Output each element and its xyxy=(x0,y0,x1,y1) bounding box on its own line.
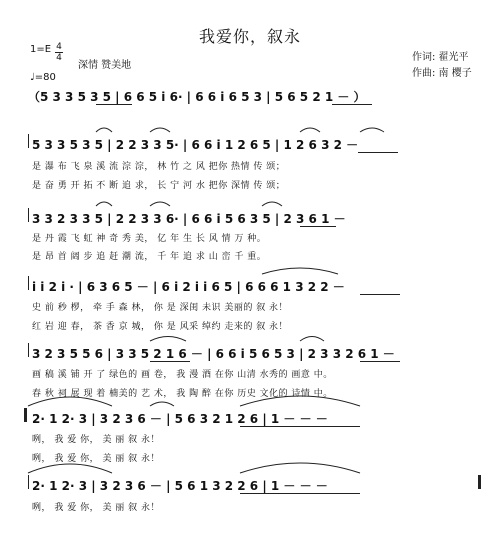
score-row-5-lyrics-1: 画 稿 溪 铺 开 了 绿色的 画 卷， 我 漫 酒 在你 山清 水秀的 画意 中。 xyxy=(32,370,333,380)
slur xyxy=(262,202,282,206)
score-row-7-lyrics-1: 咧， 我 爱 你， 美 丽 叙 永！ xyxy=(32,503,161,513)
tempo-mark: ♩=80 xyxy=(30,72,56,83)
slur xyxy=(150,128,170,132)
key-prefix: 1= xyxy=(30,44,45,55)
slur xyxy=(360,128,384,132)
score-row-2-lyrics-2: 是 奋 勇 开 拓 不 断 追 求， 长 宁 河 水 把你 深情 传 颂； xyxy=(32,181,286,191)
barline xyxy=(28,343,29,357)
final-barline xyxy=(478,475,481,489)
score-row-1-notes: （5 3 3 5 3 5 | 6 6 5 i 6· | 6 6 i 6 5 3 | 5 6 5 2 1 － ） xyxy=(28,90,366,104)
beam xyxy=(240,426,360,427)
slur xyxy=(300,337,324,342)
beam xyxy=(150,361,190,362)
score-row-6-notes: 2· 1 2· 3 | 3 2 3 6 － | 5 6 3 2 1 2 6 | 1 － － － xyxy=(32,412,328,426)
repeat-barline xyxy=(24,408,27,422)
score-row-3-notes: 3 3 2 3 3 5 | 2 2 3 3 6· | 6 6 i 5 6 3 5 | 2 3 6 1 － xyxy=(32,212,346,226)
score-row-2-lyrics-1: 是 瀑 布 飞 泉 溪 流 淙 淙， 林 竹 之 风 把你 热情 传 颂； xyxy=(32,162,286,172)
beam xyxy=(240,493,360,494)
score-row-2-notes: 5 3 3 5 3 5 | 2 2 3 3 5· | 6 6 i 1 2 6 5 | 1 2 6 3 2 － xyxy=(32,138,359,152)
key-letter: E xyxy=(44,44,52,55)
barline xyxy=(28,208,29,222)
slur xyxy=(96,202,112,206)
barline xyxy=(28,134,29,148)
slur xyxy=(150,202,170,206)
score-row-6-lyrics-1: 咧， 我 爱 你， 美 丽 叙 永！ xyxy=(32,435,161,445)
barline xyxy=(28,276,29,290)
slur xyxy=(150,402,174,406)
song-title: 我爱你，叙永 xyxy=(198,27,301,46)
slur xyxy=(240,396,360,406)
score-row-4-lyrics-1: 史 前 秒 椤， 牵 手 森 林， 你 是 深闺 未识 美丽的 叙 永！ xyxy=(32,303,289,313)
beam xyxy=(96,104,132,105)
expression-mark: 深情 赞美地 xyxy=(78,60,132,71)
slur xyxy=(28,464,112,473)
score-row-3-lyrics-2: 是 昂 首 阔 步 追 赶 潮 流， 千 年 追 求 山 峦 千 重。 xyxy=(32,252,267,262)
beam xyxy=(332,104,372,105)
slur xyxy=(150,337,186,342)
time-bottom: 4 xyxy=(56,53,62,63)
score-row-5-lyrics-2: 春 秋 祠 展 现 着 楠美的 艺 术， 我 陶 醉 在你 历史 文化的 诗情 中。 xyxy=(32,389,333,399)
time-top: 4 xyxy=(56,42,62,52)
score-row-5-notes: 3 2 3 5 5 6 | 3 3 5 2 1 6 － | 6 6 i 5 6 5 3 | 2 3 3 2 6 1 － xyxy=(32,347,395,361)
beam xyxy=(360,294,400,295)
score-row-4-lyrics-2: 红 岩 迎 春， 茶 香 京 城， 你 是 风采 绰约 走来的 叙 永！ xyxy=(32,322,289,332)
lyricist: 作词: 翟光平 xyxy=(412,52,469,63)
score-row-4-notes: i i 2 i · | 6 3 6 5 － | 6 i 2 i i 6 5 | 6 6 6 1 3 2 2 － xyxy=(32,280,345,294)
slur xyxy=(96,128,112,132)
slur xyxy=(262,268,338,274)
slur xyxy=(300,128,320,132)
beam xyxy=(300,226,336,227)
score-row-3-lyrics-1: 是 丹 霞 飞 虹 神 奇 秀 美， 亿 年 生 长 风 情 万 种。 xyxy=(32,234,267,244)
beam xyxy=(358,152,398,153)
slur xyxy=(240,463,360,473)
beam xyxy=(360,361,400,362)
score-row-7-notes: 2· 1 2· 3 | 3 2 3 6 － | 5 6 1 3 2 2 6 | 1 － － － xyxy=(32,479,328,493)
barline xyxy=(28,475,29,489)
score-row-6-lyrics-2: 咧， 我 爱 你， 美 丽 叙 永！ xyxy=(32,454,161,464)
slur xyxy=(28,397,112,406)
composer: 作曲: 南 樱子 xyxy=(412,68,472,79)
